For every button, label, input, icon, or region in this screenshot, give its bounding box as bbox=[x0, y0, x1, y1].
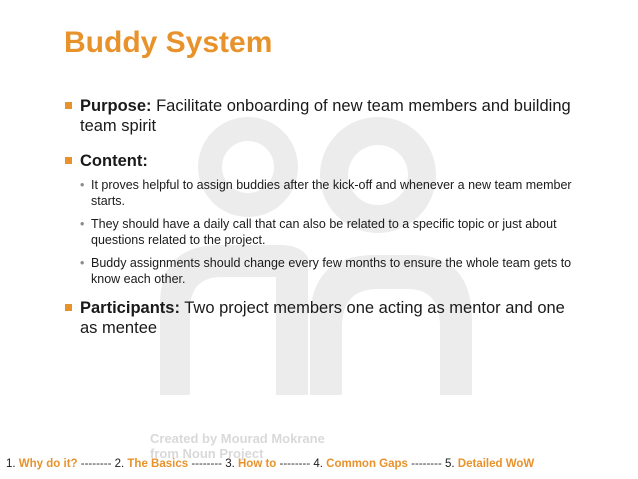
bullet-purpose bbox=[64, 96, 584, 136]
footer-num: 5. bbox=[445, 458, 458, 470]
content-sub-bullets bbox=[64, 177, 584, 287]
bullet-dot-icon: • bbox=[80, 178, 85, 192]
slide-title: Buddy System bbox=[64, 26, 273, 59]
footer-link-detailed-wow[interactable]: Detailed WoW bbox=[457, 458, 535, 470]
sub-bullet-item bbox=[80, 216, 584, 248]
watermark-credit-line-1: Created by Mourad Mokrane bbox=[150, 431, 325, 446]
footer-separator: -------- bbox=[279, 458, 311, 470]
bullet-content bbox=[64, 151, 584, 171]
bullet-square-icon bbox=[65, 304, 72, 311]
bullet-dot-icon: • bbox=[80, 256, 85, 270]
bullet-square-icon bbox=[65, 102, 72, 109]
bullet-participants bbox=[64, 298, 584, 338]
watermark-credit-line-2: from Noun Project bbox=[150, 446, 264, 461]
sub-bullet-item bbox=[80, 177, 584, 209]
footer-nav bbox=[6, 458, 534, 470]
purpose-text: Facilitate onboarding of new team members and building team spirit bbox=[80, 97, 571, 135]
sub-bullet-item bbox=[80, 255, 584, 287]
footer-separator: -------- bbox=[80, 458, 112, 470]
footer-link-how-to[interactable]: How to bbox=[237, 458, 277, 470]
footer-link-why-do-it[interactable]: Why do it? bbox=[18, 458, 78, 470]
footer-num: 1. bbox=[6, 458, 19, 470]
footer-separator: -------- bbox=[411, 458, 442, 470]
slide-content bbox=[64, 96, 584, 338]
sub-bullet-text: Buddy assignments should change every few months to ensure the whole team gets to know each other. bbox=[91, 256, 572, 286]
participants-text: Two project members one acting as mentor and one as mentee bbox=[80, 299, 565, 337]
footer-num: 3. bbox=[225, 458, 238, 470]
footer-num: 4. bbox=[313, 458, 327, 470]
footer-link-the-basics[interactable]: The Basics bbox=[127, 458, 189, 470]
participants-label: Participants: bbox=[80, 299, 180, 317]
footer-separator: -------- bbox=[191, 458, 222, 470]
sub-bullet-text: They should have a daily call that can also be related to a specific topic or just about questions related to the project. bbox=[91, 217, 557, 247]
watermark-credit bbox=[150, 431, 325, 461]
bullet-dot-icon: • bbox=[80, 217, 85, 231]
sub-bullet-text: It proves helpful to assign buddies after the kick-off and whenever a new team member starts. bbox=[91, 178, 572, 208]
content-label: Content: bbox=[80, 152, 148, 170]
footer-link-common-gaps[interactable]: Common Gaps bbox=[326, 458, 408, 470]
purpose-label: Purpose: bbox=[80, 97, 152, 115]
bullet-square-icon bbox=[65, 157, 72, 164]
footer-num: 2. bbox=[114, 458, 128, 470]
